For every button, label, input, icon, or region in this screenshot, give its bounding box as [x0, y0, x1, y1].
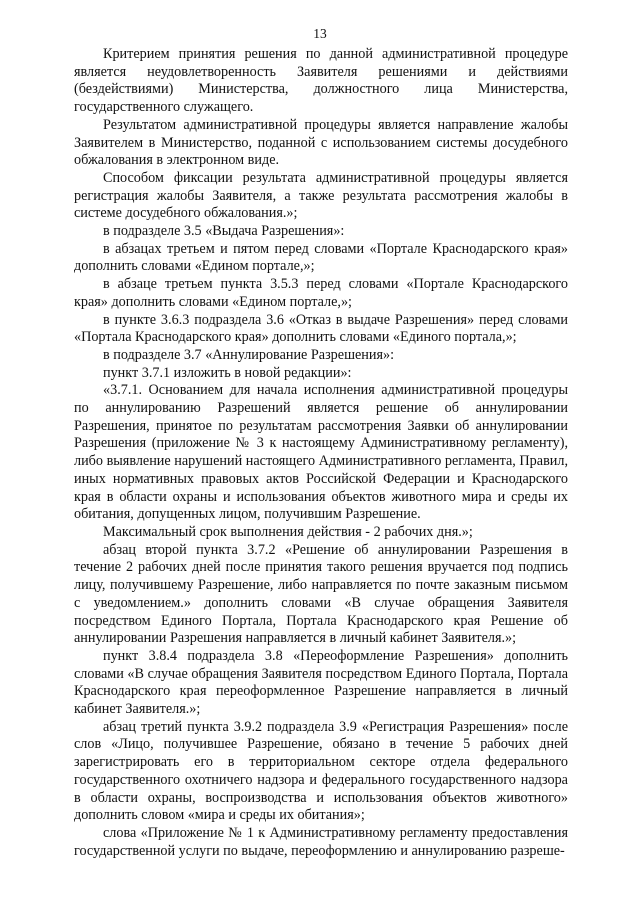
paragraph-point-3-7-1-intro: пункт 3.7.1 изложить в новой редакции»: [103, 364, 352, 381]
paragraph-point-3-5-3: в абзаце третьем пункта 3.5.3 перед словами «Портале Краснодарского края» дополнить словами «Едином портале,»; [74, 276, 568, 310]
paragraph-appendix-1: слова «Приложение № 1 к Административному регламенту предоставления государственной услуги по выдаче, переоформлению и аннулированию разреше- [74, 824, 568, 859]
paragraph-criterion: Критерием принятия решения по данной административной процедуре является неудовлетворенность Заявителя решениями и действиями (бездействиями) Министерства, должностного лица Министерства, государственного служащего. [74, 46, 568, 116]
paragraph-point-3-9-2: абзац третий пункта 3.9.2 подраздела 3.9 «Регистрация Разрешения» после слов «Лицо, получившее Разрешение, обязано в течение 5 рабочих дней зарегистрировать его в территориальном секторе отдела федерального государственного охотничего надзора и федерального государственного надзора в области охраны, воспроизводства и использования объектов животного» дополнить словом «мира и среды их обитания»; [74, 718, 568, 824]
paragraph-subsection-3-7: в подразделе 3.7 «Аннулирование Разрешения»: [103, 346, 395, 363]
paragraph-point-3-7-1-text: «3.7.1. Основанием для начала исполнения административной процедуры по аннулированию Разрешений является решение об аннулировании Разрешения, принятое по результатам рассмотрения Заявки об аннулировании Разрешения (приложение № 3 к настоящему Административному регламенту), либо выявление нарушений настоящего Административного регламента, Правил, иных нормативных правовых актов Российской Федерации и Краснодарского края в области охраны и использования объектов животного мира и среды их обитания, допущенных лицом, получившим Разрешение. [74, 382, 568, 523]
page-number: 13 [313, 26, 327, 41]
paragraph-max-term: Максимальный срок выполнения действия - 2 рабочих дня.»; [103, 523, 473, 540]
paragraph-abzats-3-5: в абзацах третьем и пятом перед словами «Портале Краснодарского края» дополнить словами «Едином портале,»; [74, 240, 568, 275]
paragraph-subsection-3-5: в подразделе 3.5 «Выдача Разрешения»: [103, 223, 345, 240]
paragraph-point-3-6-3: в пункте 3.6.3 подраздела 3.6 «Отказ в выдаче Разрешения» перед словами «Портала Краснодарского края» дополнить словами «Единого портала,»; [74, 311, 568, 346]
document-body [74, 46, 568, 860]
paragraph-point-3-7-2: абзац второй пункта 3.7.2 «Решение об аннулировании Разрешения в течение 2 рабочих дней после принятия такого решения вручается под подпись лицу, получившему Разрешение, либо направляется по почте заказным письмом с уведомлением.» дополнить словами «В случае обращения Заявителя посредством Единого Портала, Портала Краснодарского края Решение об аннулировании Разрешения направляется в личный кабинет Заявителя.»; [74, 541, 568, 647]
paragraph-point-3-8-4: пункт 3.8.4 подраздела 3.8 «Переоформление Разрешения» дополнить словами «В случае обращения Заявителя посредством Единого Портала, Портала Краснодарского края переоформленное Разрешение направляется в личный кабинет Заявителя.»; [74, 647, 568, 718]
paragraph-result: Результатом административной процедуры является направление жалобы Заявителем в Министерство, поданной с использованием системы досудебного обжалования в электронном виде. [74, 116, 568, 169]
paragraph-fixation: Способом фиксации результата административной процедуры является регистрация жалобы Заявителя, а также результата рассмотрения жалобы в системе досудебного обжалования.»; [74, 169, 568, 222]
